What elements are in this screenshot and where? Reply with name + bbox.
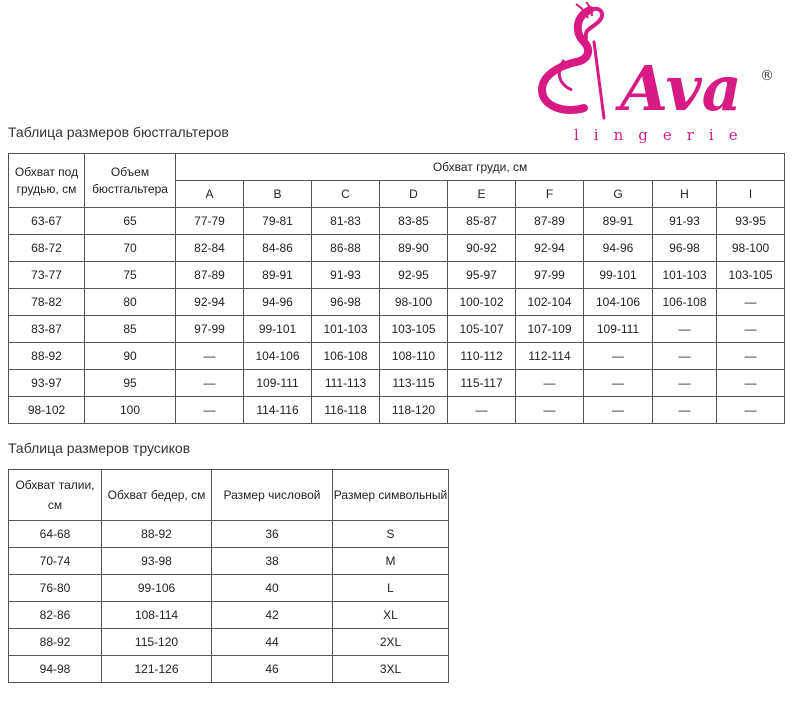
bust-cell: 87-89	[516, 208, 584, 235]
waist-cell: 94-98	[9, 656, 102, 683]
underbust-cell: 63-67	[9, 208, 85, 235]
bust-cell: —	[653, 343, 717, 370]
bust-cell: 118-120	[380, 397, 448, 424]
hips-cell: 115-120	[102, 629, 212, 656]
bust-cell: —	[653, 370, 717, 397]
bust-cell: 89-91	[244, 262, 312, 289]
table-row	[9, 208, 785, 235]
bust-cell: 113-115	[380, 370, 448, 397]
bust-cell: 92-94	[516, 235, 584, 262]
bust-cell: 83-85	[380, 208, 448, 235]
header-hips: Обхват бедер, см	[102, 470, 212, 521]
cup-header-c: C	[312, 181, 380, 208]
bust-cell: —	[448, 397, 516, 424]
bust-cell: 103-105	[380, 316, 448, 343]
table-row	[9, 289, 785, 316]
bust-cell: 94-96	[584, 235, 653, 262]
header-underbust: Обхват под грудью, см	[9, 154, 85, 208]
header-size-letter: Размер символьный	[333, 470, 449, 521]
bust-cell: 106-108	[653, 289, 717, 316]
hips-cell: 93-98	[102, 548, 212, 575]
waist-cell: 88-92	[9, 629, 102, 656]
table-row	[9, 370, 785, 397]
cup-header-i: I	[717, 181, 785, 208]
logo-brand-text: Ava	[620, 52, 742, 125]
cup-header-a: A	[176, 181, 244, 208]
bra-size-cell: 85	[85, 316, 176, 343]
bust-cell: 109-111	[584, 316, 653, 343]
bust-cell: —	[717, 370, 785, 397]
hips-cell: 108-114	[102, 602, 212, 629]
bust-cell: —	[653, 397, 717, 424]
bra-size-cell: 90	[85, 343, 176, 370]
bust-cell: 96-98	[312, 289, 380, 316]
bra-size-table	[8, 153, 785, 424]
table-row	[9, 397, 785, 424]
bust-cell: 103-105	[717, 262, 785, 289]
bust-cell: 104-106	[244, 343, 312, 370]
bust-cell: 111-113	[312, 370, 380, 397]
bust-cell: —	[584, 370, 653, 397]
table-row	[9, 575, 449, 602]
bust-cell: —	[717, 316, 785, 343]
underbust-cell: 83-87	[9, 316, 85, 343]
size-letter-cell: M	[333, 548, 449, 575]
header-bra-volume: Объем бюстгальтера	[85, 154, 176, 208]
bust-cell: 109-111	[244, 370, 312, 397]
underbust-cell: 78-82	[9, 289, 85, 316]
bust-cell: 98-100	[717, 235, 785, 262]
bust-cell: 82-84	[176, 235, 244, 262]
bust-cell: 99-101	[244, 316, 312, 343]
bust-cell: —	[717, 397, 785, 424]
bust-cell: 91-93	[312, 262, 380, 289]
bra-size-cell: 100	[85, 397, 176, 424]
hips-cell: 88-92	[102, 521, 212, 548]
size-letter-cell: XL	[333, 602, 449, 629]
bust-cell: 79-81	[244, 208, 312, 235]
briefs-header-row	[9, 470, 449, 521]
table-row	[9, 262, 785, 289]
bust-cell: 99-101	[584, 262, 653, 289]
table-row	[9, 602, 449, 629]
cup-header-g: G	[584, 181, 653, 208]
bra-size-cell: 70	[85, 235, 176, 262]
hips-cell: 99-106	[102, 575, 212, 602]
bust-cell: 86-88	[312, 235, 380, 262]
header-bust-group: Обхват груди, см	[176, 154, 785, 181]
waist-cell: 82-86	[9, 602, 102, 629]
size-numeric-cell: 38	[212, 548, 333, 575]
bust-cell: 98-100	[380, 289, 448, 316]
bust-cell: 114-116	[244, 397, 312, 424]
bust-cell: —	[584, 343, 653, 370]
bust-cell: —	[717, 289, 785, 316]
size-letter-cell: 3XL	[333, 656, 449, 683]
ava-lingerie-logo-graphic	[528, 2, 788, 144]
table-row	[9, 629, 449, 656]
size-numeric-cell: 40	[212, 575, 333, 602]
bust-cell: —	[653, 316, 717, 343]
underbust-cell: 93-97	[9, 370, 85, 397]
bust-cell: —	[176, 343, 244, 370]
bust-cell: 100-102	[448, 289, 516, 316]
bust-cell: 115-117	[448, 370, 516, 397]
cup-header-f: F	[516, 181, 584, 208]
bust-cell: 101-103	[653, 262, 717, 289]
bust-cell: 91-93	[653, 208, 717, 235]
briefs-size-table	[8, 469, 449, 683]
bust-cell: 84-86	[244, 235, 312, 262]
cup-header-h: H	[653, 181, 717, 208]
underbust-cell: 73-77	[9, 262, 85, 289]
bust-cell: 89-90	[380, 235, 448, 262]
bust-cell: —	[717, 343, 785, 370]
waist-cell: 76-80	[9, 575, 102, 602]
bust-cell: 81-83	[312, 208, 380, 235]
bust-cell: 97-99	[516, 262, 584, 289]
cup-header-b: B	[244, 181, 312, 208]
briefs-size-table-title: Таблица размеров трусиков	[8, 440, 191, 456]
bra-size-cell: 65	[85, 208, 176, 235]
bust-cell: 116-118	[312, 397, 380, 424]
bust-cell: 94-96	[244, 289, 312, 316]
bust-cell: 90-92	[448, 235, 516, 262]
bust-cell: 87-89	[176, 262, 244, 289]
logo-sub-text: lingerie	[574, 126, 753, 144]
bust-cell: 95-97	[448, 262, 516, 289]
bust-cell: 92-94	[176, 289, 244, 316]
hips-cell: 121-126	[102, 656, 212, 683]
registered-mark: ®	[760, 68, 774, 84]
bust-cell: 101-103	[312, 316, 380, 343]
cup-header-d: D	[380, 181, 448, 208]
bra-size-table-title: Таблица размеров бюстгальтеров	[8, 124, 229, 140]
underbust-cell: 88-92	[9, 343, 85, 370]
size-letter-cell: 2XL	[333, 629, 449, 656]
bra-size-cell: 80	[85, 289, 176, 316]
waist-cell: 64-68	[9, 521, 102, 548]
bust-cell: 112-114	[516, 343, 584, 370]
table-row	[9, 235, 785, 262]
bust-cell: 110-112	[448, 343, 516, 370]
brand-logo	[528, 2, 788, 144]
bust-cell: —	[516, 397, 584, 424]
bust-cell: 92-95	[380, 262, 448, 289]
bust-cell: 93-95	[717, 208, 785, 235]
bust-cell: —	[584, 397, 653, 424]
table-row	[9, 343, 785, 370]
bust-cell: —	[516, 370, 584, 397]
bust-cell: 77-79	[176, 208, 244, 235]
bra-size-cell: 75	[85, 262, 176, 289]
table-row	[9, 548, 449, 575]
bust-cell: 105-107	[448, 316, 516, 343]
underbust-cell: 68-72	[9, 235, 85, 262]
bra-size-cell: 95	[85, 370, 176, 397]
bust-cell: 104-106	[584, 289, 653, 316]
waist-cell: 70-74	[9, 548, 102, 575]
size-letter-cell: S	[333, 521, 449, 548]
size-numeric-cell: 46	[212, 656, 333, 683]
header-waist: Обхват талии, см	[9, 470, 102, 521]
bust-cell: —	[176, 370, 244, 397]
table-row	[9, 656, 449, 683]
bust-cell: 89-91	[584, 208, 653, 235]
table-row	[9, 521, 449, 548]
size-numeric-cell: 36	[212, 521, 333, 548]
bust-cell: 107-109	[516, 316, 584, 343]
bust-cell: 97-99	[176, 316, 244, 343]
bust-cell: 108-110	[380, 343, 448, 370]
bust-cell: 85-87	[448, 208, 516, 235]
bust-cell: 106-108	[312, 343, 380, 370]
header-size-numeric: Размер числовой	[212, 470, 333, 521]
underbust-cell: 98-102	[9, 397, 85, 424]
table-row	[9, 316, 785, 343]
bust-cell: 102-104	[516, 289, 584, 316]
cup-header-e: E	[448, 181, 516, 208]
bust-cell: 96-98	[653, 235, 717, 262]
size-letter-cell: L	[333, 575, 449, 602]
size-numeric-cell: 44	[212, 629, 333, 656]
size-numeric-cell: 42	[212, 602, 333, 629]
bust-cell: —	[176, 397, 244, 424]
